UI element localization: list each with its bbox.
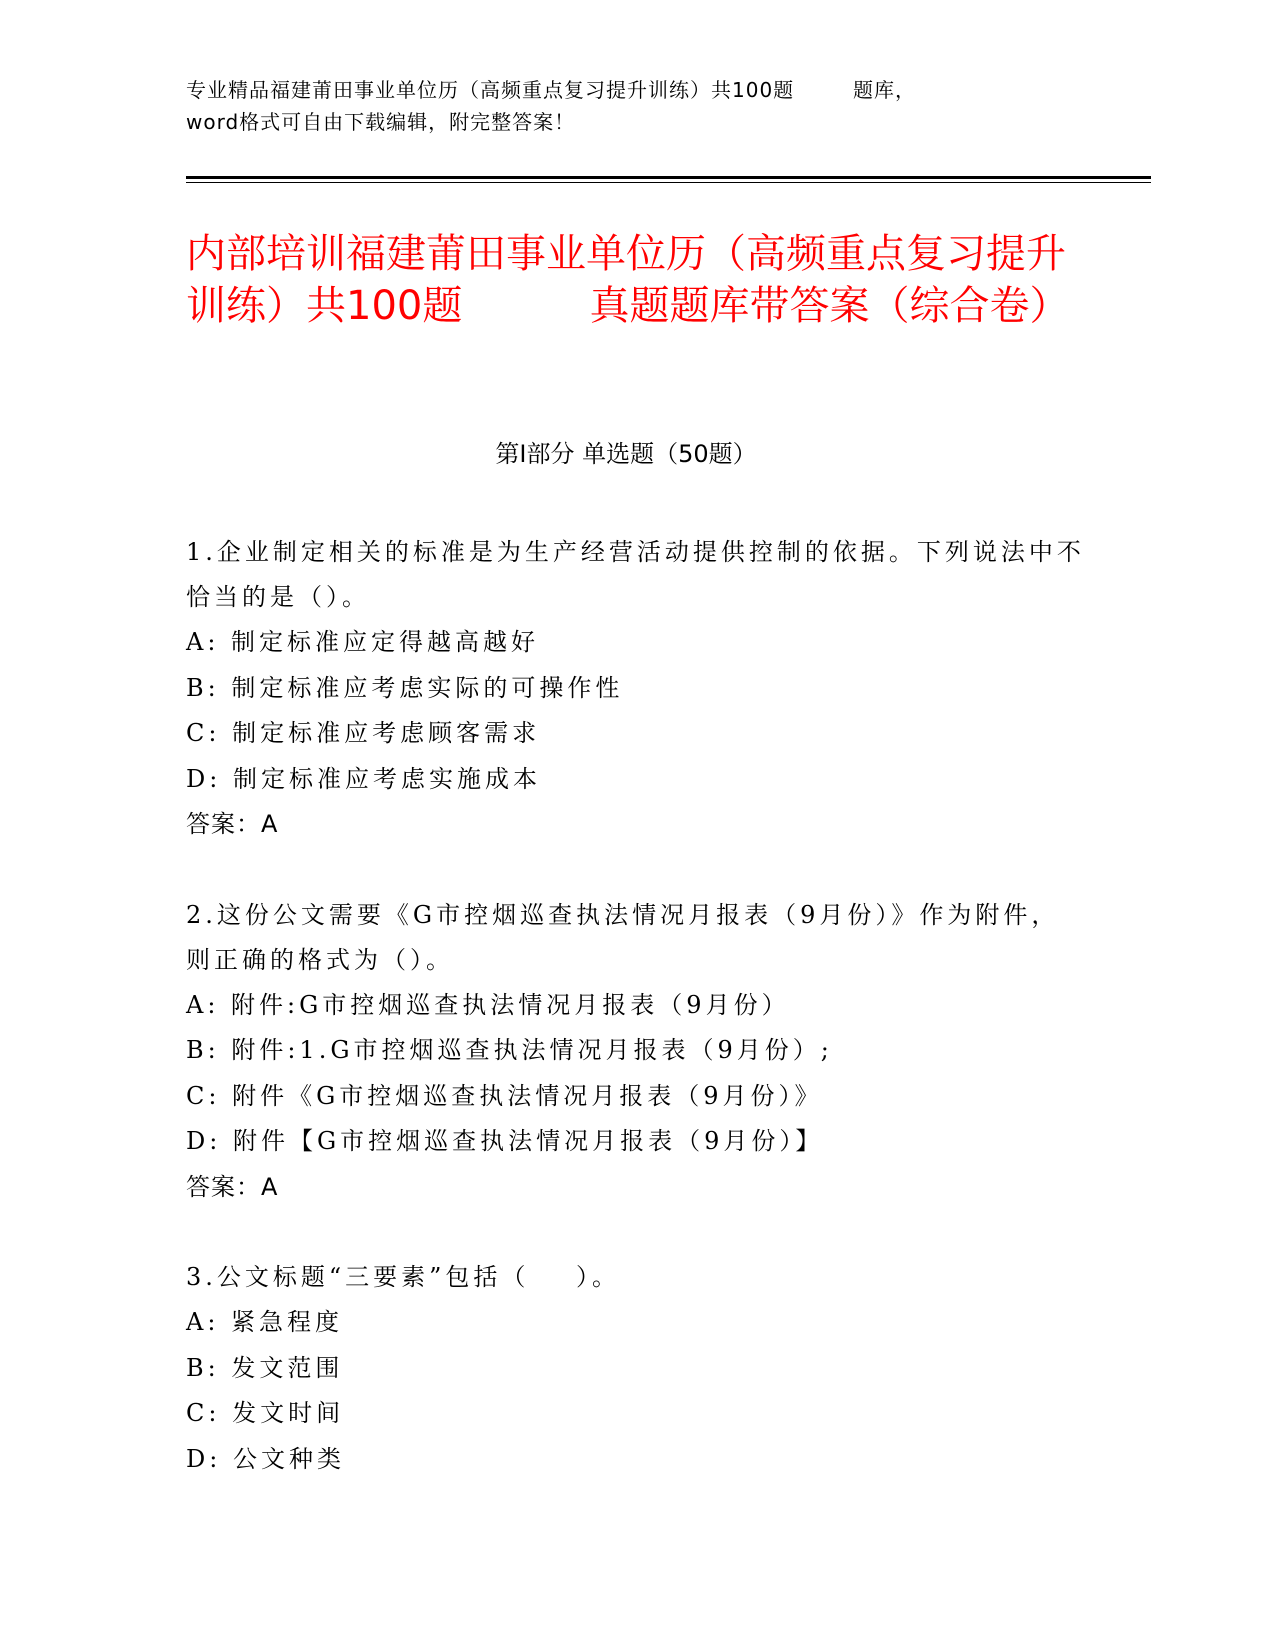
option-c: C: 附件《G市控烟巡查执法情况月报表（9月份）》: [186, 1081, 823, 1110]
option-a: A: 附件:G市控烟巡查执法情况月报表（9月份）: [186, 990, 790, 1019]
document-title: 内部培训福建莆田事业单位历（高频重点复习提升训练）共100题 真题题库带答案（综合卷）: [186, 231, 1070, 329]
question-list: [186, 530, 1086, 1527]
option-b: B: 制定标准应考虑实际的可操作性: [186, 673, 624, 702]
question-stem: 2.这份公文需要《G市控烟巡查执法情况月报表（9月份）》作为附件，则正确的格式为（）。: [186, 900, 1060, 974]
option-c: C: 制定标准应考虑顾客需求: [186, 719, 541, 747]
option-d: D: 附件【G市控烟巡查执法情况月报表（9月份）】: [186, 1127, 824, 1155]
option-c: C: 发文时间: [186, 1399, 345, 1427]
header-line-2: word格式可自由下载编辑，附完整答案！: [186, 110, 576, 134]
section-title: 第I部分 单选题（50题）: [495, 440, 757, 468]
question-stem: 3.公文标题“三要素”包括（ ）。: [186, 1263, 620, 1291]
question-2: [186, 893, 1086, 1211]
answer: 答案：A: [186, 810, 279, 838]
option-b: B: 发文范围: [186, 1353, 344, 1382]
document-header: [186, 74, 1066, 138]
option-d: D: 制定标准应考虑实施成本: [186, 764, 541, 793]
option-a: A: 制定标准应定得越高越好: [186, 628, 540, 656]
option-d: D: 公文种类: [186, 1444, 345, 1473]
header-divider-thick: [186, 176, 1151, 179]
header-line-1: 专业精品福建莆田事业单位历（高频重点复习提升训练）共100题 题库，: [186, 78, 917, 102]
question-3: [186, 1255, 1086, 1482]
question-1: [186, 530, 1086, 848]
answer: 答案：A: [186, 1172, 279, 1201]
option-b: B: 附件:1.G市控烟巡查执法情况月报表（9月份）;: [186, 1036, 833, 1064]
header-divider-thin: [186, 182, 1151, 183]
question-stem: 1.企业制定相关的标准是为生产经营活动提供控制的依据。下列说法中不恰当的是（）。: [186, 538, 1085, 611]
option-a: A: 紧急程度: [186, 1308, 344, 1336]
